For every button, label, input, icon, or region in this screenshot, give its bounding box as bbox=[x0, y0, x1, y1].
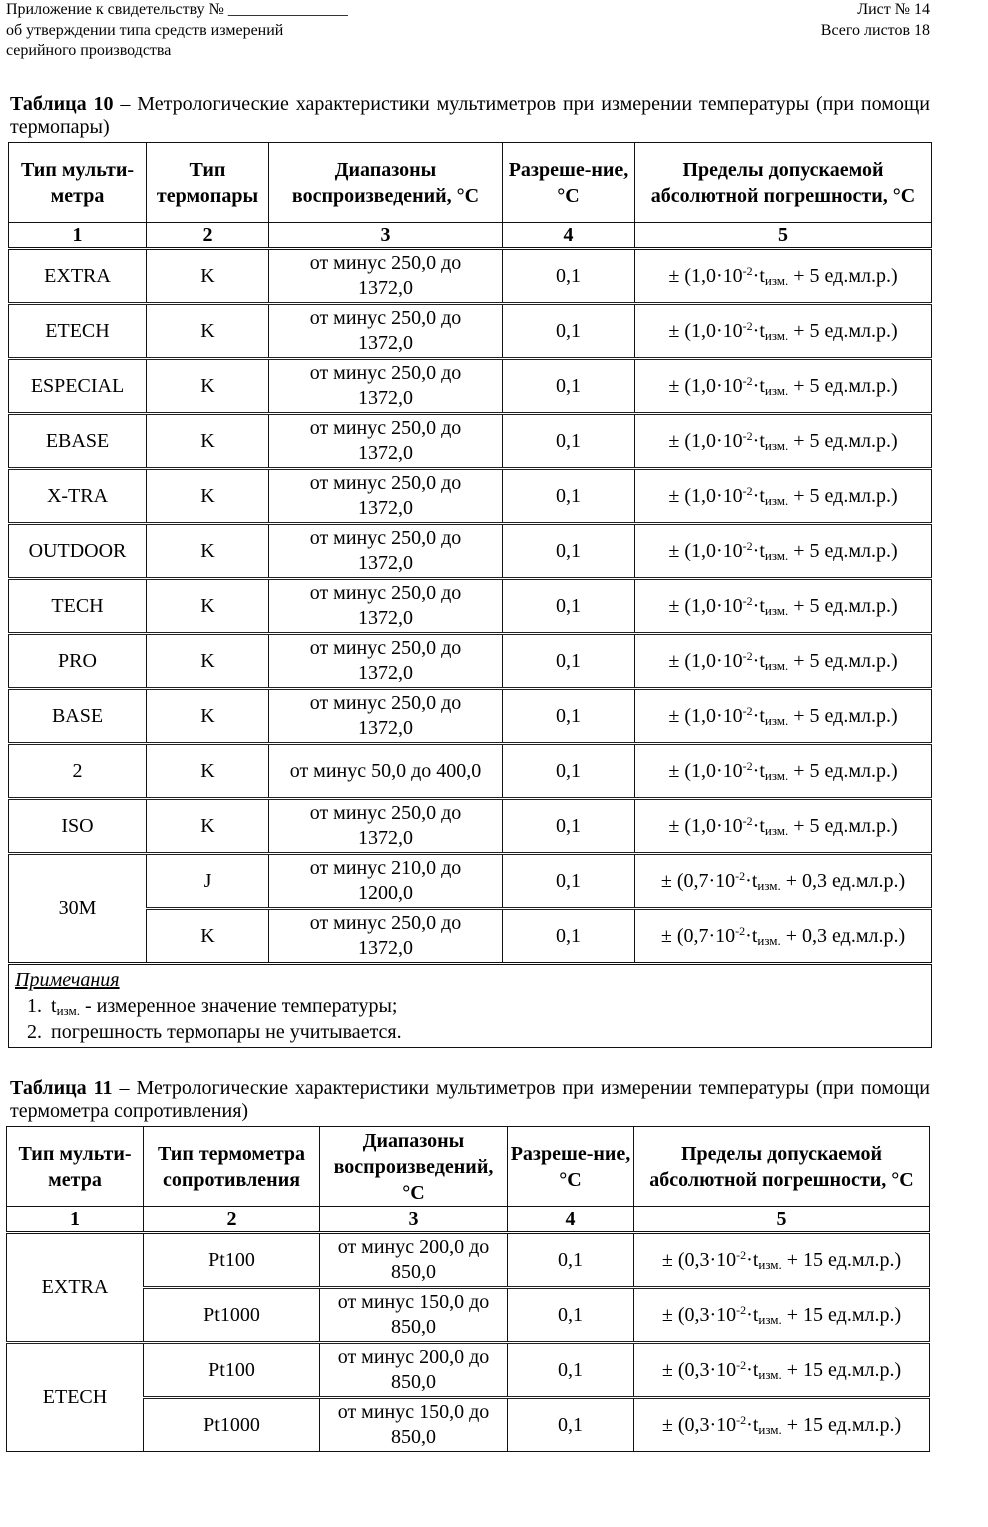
error-limit-cell bbox=[635, 634, 932, 689]
table-row bbox=[7, 1233, 930, 1288]
error-prefix: ± (1,0·10 bbox=[668, 704, 743, 727]
table-row bbox=[9, 634, 932, 689]
error-suffix: + 0,3 ед.мл.р.) bbox=[780, 869, 906, 892]
error-exponent: -2 bbox=[742, 758, 753, 773]
range-cell: от минус 50,0 до 400,0 bbox=[269, 744, 503, 799]
error-mid: ·t bbox=[746, 1358, 759, 1381]
error-suffix: + 5 ед.мл.р.) bbox=[788, 429, 898, 452]
error-mid: ·t bbox=[745, 869, 758, 892]
table-row bbox=[7, 1343, 930, 1398]
col-number: 3 bbox=[269, 223, 503, 249]
header-line-2: об утверждении типа средств измерений bbox=[6, 21, 284, 39]
thermocouple-type-cell: K bbox=[147, 799, 269, 854]
error-subscript: изм. bbox=[764, 272, 789, 288]
error-prefix: ± (0,3·10 bbox=[661, 1358, 737, 1381]
table-row bbox=[7, 1398, 930, 1452]
error-mid: ·t bbox=[752, 594, 765, 617]
error-prefix: ± (1,0·10 bbox=[668, 484, 743, 507]
error-limit-cell bbox=[635, 909, 932, 964]
thermocouple-type-cell: K bbox=[147, 689, 269, 744]
error-exponent: -2 bbox=[735, 868, 746, 883]
error-mid: ·t bbox=[746, 1413, 759, 1436]
error-subscript: изм. bbox=[764, 547, 789, 563]
col-header-resolution: Разреше-ние, °С bbox=[508, 1127, 634, 1207]
multimeter-type-cell: ISO bbox=[9, 799, 147, 854]
error-limit-cell bbox=[635, 304, 932, 359]
error-exponent: -2 bbox=[742, 483, 753, 498]
error-exponent: -2 bbox=[736, 1247, 747, 1262]
error-exponent: -2 bbox=[742, 703, 753, 718]
col-header-range: Диапазоны воспроизведений, °С bbox=[269, 143, 503, 223]
error-exponent: -2 bbox=[736, 1302, 747, 1317]
notes-row bbox=[9, 964, 932, 1048]
col-number: 4 bbox=[508, 1207, 634, 1233]
resolution-cell: 0,1 bbox=[508, 1233, 634, 1288]
col-header-error-limits: Пределы допускаемой абсолютной погрешности, °С bbox=[635, 143, 932, 223]
thermocouple-type-cell: K bbox=[147, 524, 269, 579]
error-limit-cell bbox=[635, 414, 932, 469]
error-suffix: + 15 ед.мл.р.) bbox=[781, 1358, 902, 1381]
notes-list bbox=[15, 993, 925, 1045]
table10-caption-text: – Метрологические характеристики мультиметров при измерении температуры (при помощи термопары) bbox=[10, 93, 930, 138]
col-header-resolution: Разреше-ние, °С bbox=[503, 143, 635, 223]
thermocouple-type-cell: K bbox=[147, 359, 269, 414]
range-cell: от минус 250,0 до 1372,0 bbox=[269, 689, 503, 744]
error-subscript: изм. bbox=[758, 1311, 782, 1327]
error-limit-cell bbox=[635, 359, 932, 414]
table-row bbox=[9, 909, 932, 964]
resolution-cell: 0,1 bbox=[508, 1343, 634, 1398]
error-prefix: ± (1,0·10 bbox=[668, 759, 743, 782]
error-limit-cell bbox=[634, 1288, 930, 1343]
error-suffix: + 0,3 ед.мл.р.) bbox=[780, 924, 906, 947]
multimeter-type-cell: OUTDOOR bbox=[9, 524, 147, 579]
error-prefix: ± (0,7·10 bbox=[660, 924, 736, 947]
error-mid: ·t bbox=[745, 924, 758, 947]
table10-caption bbox=[10, 93, 930, 139]
total-sheets: Всего листов 18 bbox=[820, 21, 930, 39]
error-suffix: + 5 ед.мл.р.) bbox=[788, 649, 898, 672]
resolution-cell: 0,1 bbox=[503, 909, 635, 964]
error-subscript: изм. bbox=[764, 437, 789, 453]
resolution-cell: 0,1 bbox=[503, 304, 635, 359]
range-cell: от минус 250,0 до 1372,0 bbox=[269, 414, 503, 469]
error-suffix: + 5 ед.мл.р.) bbox=[788, 374, 898, 397]
error-limit-cell bbox=[635, 579, 932, 634]
resolution-cell: 0,1 bbox=[508, 1398, 634, 1452]
multimeter-type-cell: ESPECIAL bbox=[9, 359, 147, 414]
error-limit-cell bbox=[634, 1343, 930, 1398]
table10-column-numbers bbox=[9, 223, 932, 249]
error-limit-cell bbox=[634, 1233, 930, 1288]
table-row bbox=[9, 524, 932, 579]
error-limit-cell bbox=[635, 524, 932, 579]
col-header-multimeter-type: Тип мульти-метра bbox=[7, 1127, 144, 1207]
table11-column-numbers bbox=[7, 1207, 930, 1233]
error-mid: ·t bbox=[746, 1303, 759, 1326]
table-row bbox=[9, 304, 932, 359]
error-mid: ·t bbox=[752, 484, 765, 507]
error-mid: ·t bbox=[752, 319, 765, 342]
note-item bbox=[47, 993, 925, 1019]
error-suffix: + 5 ед.мл.р.) bbox=[788, 539, 898, 562]
header-line-3: серийного производства bbox=[6, 42, 172, 59]
error-prefix: ± (1,0·10 bbox=[668, 264, 743, 287]
col-number: 2 bbox=[144, 1207, 320, 1233]
range-cell: от минус 250,0 до 1372,0 bbox=[269, 579, 503, 634]
resolution-cell: 0,1 bbox=[503, 359, 635, 414]
table11-caption bbox=[10, 1077, 930, 1123]
error-exponent: -2 bbox=[742, 373, 753, 388]
thermocouple-type-cell: K bbox=[147, 414, 269, 469]
table11-caption-text: – Метрологические характеристики мультиметров при измерении температуры (при помощи термометра сопротивления) bbox=[10, 1077, 930, 1122]
error-suffix: + 5 ед.мл.р.) bbox=[788, 704, 898, 727]
table-row bbox=[9, 414, 932, 469]
error-exponent: -2 bbox=[742, 263, 753, 278]
error-subscript: изм. bbox=[764, 822, 789, 838]
col-number: 1 bbox=[7, 1207, 144, 1233]
thermocouple-type-cell: K bbox=[147, 304, 269, 359]
table-row bbox=[7, 1288, 930, 1343]
error-subscript: изм. bbox=[764, 712, 789, 728]
error-prefix: ± (0,3·10 bbox=[661, 1248, 737, 1271]
document-header-left bbox=[6, 0, 348, 62]
error-subscript: изм. bbox=[757, 877, 781, 893]
error-exponent: -2 bbox=[742, 318, 753, 333]
error-subscript: изм. bbox=[764, 602, 789, 618]
table10 bbox=[8, 142, 932, 1048]
multimeter-type-cell: 30M bbox=[9, 854, 147, 964]
error-prefix: ± (1,0·10 bbox=[668, 374, 743, 397]
note-prefix: t bbox=[51, 995, 57, 1017]
col-header-error-limits: Пределы допускаемой абсолютной погрешности, °С bbox=[634, 1127, 930, 1207]
table10-caption-label: Таблица 10 bbox=[10, 93, 114, 115]
error-subscript: изм. bbox=[758, 1256, 782, 1272]
error-limit-cell bbox=[635, 689, 932, 744]
multimeter-type-cell: X-TRA bbox=[9, 469, 147, 524]
error-exponent: -2 bbox=[742, 538, 753, 553]
range-cell: от минус 250,0 до 1372,0 bbox=[269, 304, 503, 359]
resolution-cell: 0,1 bbox=[503, 689, 635, 744]
error-subscript: изм. bbox=[764, 767, 789, 783]
thermocouple-type-cell: J bbox=[147, 854, 269, 909]
error-prefix: ± (1,0·10 bbox=[668, 814, 743, 837]
table-row bbox=[9, 799, 932, 854]
range-cell: от минус 150,0 до 850,0 bbox=[320, 1288, 508, 1343]
multimeter-type-cell: 2 bbox=[9, 744, 147, 799]
error-prefix: ± (1,0·10 bbox=[668, 319, 743, 342]
error-exponent: -2 bbox=[735, 923, 746, 938]
rtd-type-cell: Pt1000 bbox=[144, 1288, 320, 1343]
note-text: - измеренное значение температуры; bbox=[79, 995, 398, 1017]
error-mid: ·t bbox=[752, 759, 765, 782]
error-limit-cell bbox=[635, 854, 932, 909]
error-suffix: + 15 ед.мл.р.) bbox=[781, 1303, 902, 1326]
note-item bbox=[47, 1019, 925, 1045]
resolution-cell: 0,1 bbox=[508, 1288, 634, 1343]
range-cell: от минус 250,0 до 1372,0 bbox=[269, 524, 503, 579]
col-header-thermocouple-type: Тип термопары bbox=[147, 143, 269, 223]
error-exponent: -2 bbox=[742, 648, 753, 663]
table-row bbox=[9, 249, 932, 304]
error-suffix: + 5 ед.мл.р.) bbox=[788, 484, 898, 507]
error-prefix: ± (1,0·10 bbox=[668, 429, 743, 452]
resolution-cell: 0,1 bbox=[503, 524, 635, 579]
rtd-type-cell: Pt100 bbox=[144, 1343, 320, 1398]
notes-title: Примечания bbox=[15, 969, 120, 991]
resolution-cell: 0,1 bbox=[503, 634, 635, 689]
range-cell: от минус 200,0 до 850,0 bbox=[320, 1233, 508, 1288]
error-suffix: + 5 ед.мл.р.) bbox=[788, 264, 898, 287]
table-row bbox=[9, 689, 932, 744]
error-subscript: изм. bbox=[764, 492, 789, 508]
col-number: 5 bbox=[634, 1207, 930, 1233]
rtd-type-cell: Pt1000 bbox=[144, 1398, 320, 1452]
range-cell: от минус 210,0 до 1200,0 bbox=[269, 854, 503, 909]
thermocouple-type-cell: K bbox=[147, 469, 269, 524]
col-header-rtd-type: Тип термометра сопротивления bbox=[144, 1127, 320, 1207]
resolution-cell: 0,1 bbox=[503, 799, 635, 854]
range-cell: от минус 250,0 до 1372,0 bbox=[269, 249, 503, 304]
range-cell: от минус 200,0 до 850,0 bbox=[320, 1343, 508, 1398]
multimeter-type-cell: PRO bbox=[9, 634, 147, 689]
range-cell: от минус 250,0 до 1372,0 bbox=[269, 799, 503, 854]
range-cell: от минус 150,0 до 850,0 bbox=[320, 1398, 508, 1452]
col-header-range: Диапазоны воспроизведений, °С bbox=[320, 1127, 508, 1207]
error-subscript: изм. bbox=[764, 327, 789, 343]
table-row bbox=[9, 469, 932, 524]
error-subscript: изм. bbox=[758, 1421, 782, 1437]
multimeter-type-cell: EBASE bbox=[9, 414, 147, 469]
error-subscript: изм. bbox=[757, 932, 781, 948]
sheet-number: Лист № 14 bbox=[857, 1, 930, 18]
error-subscript: изм. bbox=[758, 1366, 782, 1382]
error-exponent: -2 bbox=[736, 1357, 747, 1372]
multimeter-type-cell: EXTRA bbox=[9, 249, 147, 304]
range-cell: от минус 250,0 до 1372,0 bbox=[269, 469, 503, 524]
error-subscript: изм. bbox=[764, 382, 789, 398]
error-suffix: + 5 ед.мл.р.) bbox=[788, 594, 898, 617]
error-prefix: ± (0,7·10 bbox=[660, 869, 736, 892]
note-subscript: изм. bbox=[56, 1003, 80, 1018]
range-cell: от минус 250,0 до 1372,0 bbox=[269, 359, 503, 414]
error-mid: ·t bbox=[752, 429, 765, 452]
note-text: погрешность термопары не учитывается. bbox=[51, 1021, 402, 1043]
multimeter-type-cell: ETECH bbox=[7, 1343, 144, 1452]
error-mid: ·t bbox=[746, 1248, 759, 1271]
error-limit-cell bbox=[635, 249, 932, 304]
error-prefix: ± (1,0·10 bbox=[668, 539, 743, 562]
resolution-cell: 0,1 bbox=[503, 854, 635, 909]
notes-cell bbox=[9, 964, 932, 1048]
error-mid: ·t bbox=[752, 814, 765, 837]
multimeter-type-cell: BASE bbox=[9, 689, 147, 744]
table-row bbox=[9, 854, 932, 909]
rtd-type-cell: Pt100 bbox=[144, 1233, 320, 1288]
col-number: 1 bbox=[9, 223, 147, 249]
multimeter-type-cell: EXTRA bbox=[7, 1233, 144, 1343]
error-limit-cell bbox=[634, 1398, 930, 1452]
range-cell: от минус 250,0 до 1372,0 bbox=[269, 909, 503, 964]
col-number: 2 bbox=[147, 223, 269, 249]
error-suffix: + 15 ед.мл.р.) bbox=[781, 1413, 902, 1436]
error-mid: ·t bbox=[752, 649, 765, 672]
error-prefix: ± (1,0·10 bbox=[668, 594, 743, 617]
error-mid: ·t bbox=[752, 374, 765, 397]
error-prefix: ± (1,0·10 bbox=[668, 649, 743, 672]
error-subscript: изм. bbox=[764, 657, 789, 673]
table-row bbox=[9, 579, 932, 634]
resolution-cell: 0,1 bbox=[503, 579, 635, 634]
col-number: 5 bbox=[635, 223, 932, 249]
col-number: 3 bbox=[320, 1207, 508, 1233]
error-exponent: -2 bbox=[742, 813, 753, 828]
multimeter-type-cell: ETECH bbox=[9, 304, 147, 359]
error-suffix: + 5 ед.мл.р.) bbox=[788, 759, 898, 782]
error-limit-cell bbox=[635, 469, 932, 524]
error-suffix: + 15 ед.мл.р.) bbox=[781, 1248, 902, 1271]
resolution-cell: 0,1 bbox=[503, 414, 635, 469]
error-limit-cell bbox=[635, 799, 932, 854]
error-limit-cell bbox=[635, 744, 932, 799]
header-line-1: Приложение к свидетельству № _______________ bbox=[6, 1, 348, 18]
thermocouple-type-cell: K bbox=[147, 249, 269, 304]
resolution-cell: 0,1 bbox=[503, 249, 635, 304]
thermocouple-type-cell: K bbox=[147, 744, 269, 799]
thermocouple-type-cell: K bbox=[147, 909, 269, 964]
thermocouple-type-cell: K bbox=[147, 634, 269, 689]
table11 bbox=[6, 1126, 930, 1452]
error-mid: ·t bbox=[752, 539, 765, 562]
document-header-right bbox=[821, 0, 930, 41]
error-mid: ·t bbox=[752, 704, 765, 727]
error-exponent: -2 bbox=[742, 593, 753, 608]
thermocouple-type-cell: K bbox=[147, 579, 269, 634]
error-mid: ·t bbox=[752, 264, 765, 287]
multimeter-type-cell: TECH bbox=[9, 579, 147, 634]
error-exponent: -2 bbox=[742, 428, 753, 443]
error-suffix: + 5 ед.мл.р.) bbox=[788, 814, 898, 837]
error-exponent: -2 bbox=[736, 1412, 747, 1427]
error-suffix: + 5 ед.мл.р.) bbox=[788, 319, 898, 342]
range-cell: от минус 250,0 до 1372,0 bbox=[269, 634, 503, 689]
table11-header-row bbox=[7, 1127, 930, 1207]
resolution-cell: 0,1 bbox=[503, 469, 635, 524]
col-number: 4 bbox=[503, 223, 635, 249]
table11-caption-label: Таблица 11 bbox=[10, 1077, 113, 1099]
error-prefix: ± (0,3·10 bbox=[661, 1413, 737, 1436]
table10-header-row bbox=[9, 143, 932, 223]
table-row bbox=[9, 744, 932, 799]
resolution-cell: 0,1 bbox=[503, 744, 635, 799]
col-header-multimeter-type: Тип мульти-метра bbox=[9, 143, 147, 223]
error-prefix: ± (0,3·10 bbox=[661, 1303, 737, 1326]
table-row bbox=[9, 359, 932, 414]
